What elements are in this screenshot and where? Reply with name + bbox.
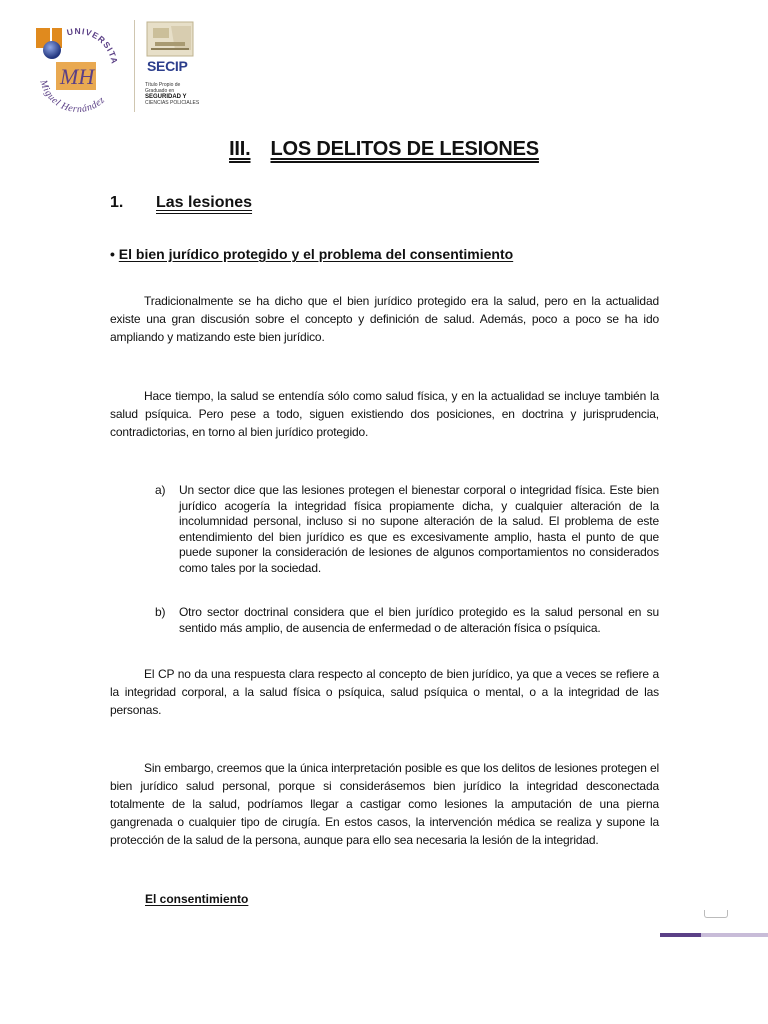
paragraph xyxy=(110,387,659,441)
bullet-icon: • xyxy=(110,246,115,262)
subsection-heading xyxy=(110,246,513,262)
subheading-consentimiento: El consentimiento xyxy=(145,892,249,906)
paragraph xyxy=(110,759,659,849)
section-heading xyxy=(110,194,252,212)
secip-caption-line: SEGURIDAD Y xyxy=(145,94,187,100)
svg-text:UNIVERSITAS: UNIVERSITA xyxy=(65,26,120,66)
secip-name: SECIP xyxy=(147,58,188,74)
list-item-text: Un sector dice que las lesiones protegen el bienestar corporal o integridad física. Este bien jurídico acogería la integridad física propiamente dicha, y cualquier alteración de la incolumnidad personal, incluso si no supone alteración de la salud. El problema de este entendimiento del bien jurídico es que es excesivamente amplio, hasta el punto de que puede suponer la consideración de lesiones de algunos comportamientos no considerados como tales por la sociedad. xyxy=(179,483,659,575)
footer-rule-accent xyxy=(660,933,701,937)
paragraph-text: Sin embargo, creemos que la única interpretación posible es que los delitos de lesiones protegen el bien jurídico salud personal, porque si considerásemos bien jurídico la integridad desconectada totalmente de la salud, podríamos llegar a castigar como lesiones la amputación de una pierna gangrenada o cualquier tipo de cirugía. En estos casos, la intervención médica se realiza y supone la protección de la salud de la persona, aunque para ello sea necesaria la lesión de la integridad. xyxy=(110,761,659,847)
header-logos xyxy=(30,18,210,118)
paragraph-text: Hace tiempo, la salud se entendía sólo como salud física, y en la actualidad se incluye también la salud psíquica. Pero pese a todo, siguen existiendo dos posiciones, en doctrina y jurisprudencia, contradictorias, en torno al bien jurídico protegido. xyxy=(110,389,659,439)
paragraph xyxy=(110,292,659,346)
list-marker: b) xyxy=(155,605,166,619)
page-corner-mark xyxy=(704,910,728,918)
umh-university-logo xyxy=(30,18,126,114)
list-item xyxy=(155,483,659,576)
secip-caption-line: CIENCIAS POLICIALES xyxy=(145,100,200,106)
secip-logo xyxy=(134,20,198,112)
list-item xyxy=(155,605,659,636)
paragraph xyxy=(110,665,659,719)
secip-caption xyxy=(145,82,203,106)
secip-caption-line: Graduado en xyxy=(145,88,175,94)
title-number: III. xyxy=(229,138,251,160)
title-text: LOS DELITOS DE LESIONES xyxy=(270,138,539,160)
secip-caption-line: Título Propio de xyxy=(145,82,181,88)
svg-text:Miguel Hernández: Miguel Hernández xyxy=(37,78,108,114)
list-item-text: Otro sector doctrinal considera que el bien jurídico protegido es la salud personal en su sentido más amplio, de ausencia de enfermedad o de alteración física o psíquica. xyxy=(179,605,659,635)
paragraph-text: El CP no da una respuesta clara respecto al concepto de bien jurídico, ya que a veces se refiere a la integridad corporal, a la salud física o psíquica, salud psíquica o mental, o a la integridad de las personas. xyxy=(110,667,659,717)
footer-rule xyxy=(660,933,768,937)
svg-text:MH: MH xyxy=(60,64,95,89)
list-marker: a) xyxy=(155,483,166,497)
section-title: Las lesiones xyxy=(156,194,253,211)
paragraph-text: Tradicionalmente se ha dicho que el bien jurídico protegido era la salud, pero en la actualidad existe una gran discusión sobre el concepto y definición de salud. Además, poco a poco se ha ido ampliando y matizando este bien jurídico. xyxy=(110,294,659,344)
document-title xyxy=(0,138,768,161)
subsection-title: El bien jurídico protegido y el problema del consentimiento xyxy=(118,246,514,262)
section-number: 1. xyxy=(110,194,124,211)
